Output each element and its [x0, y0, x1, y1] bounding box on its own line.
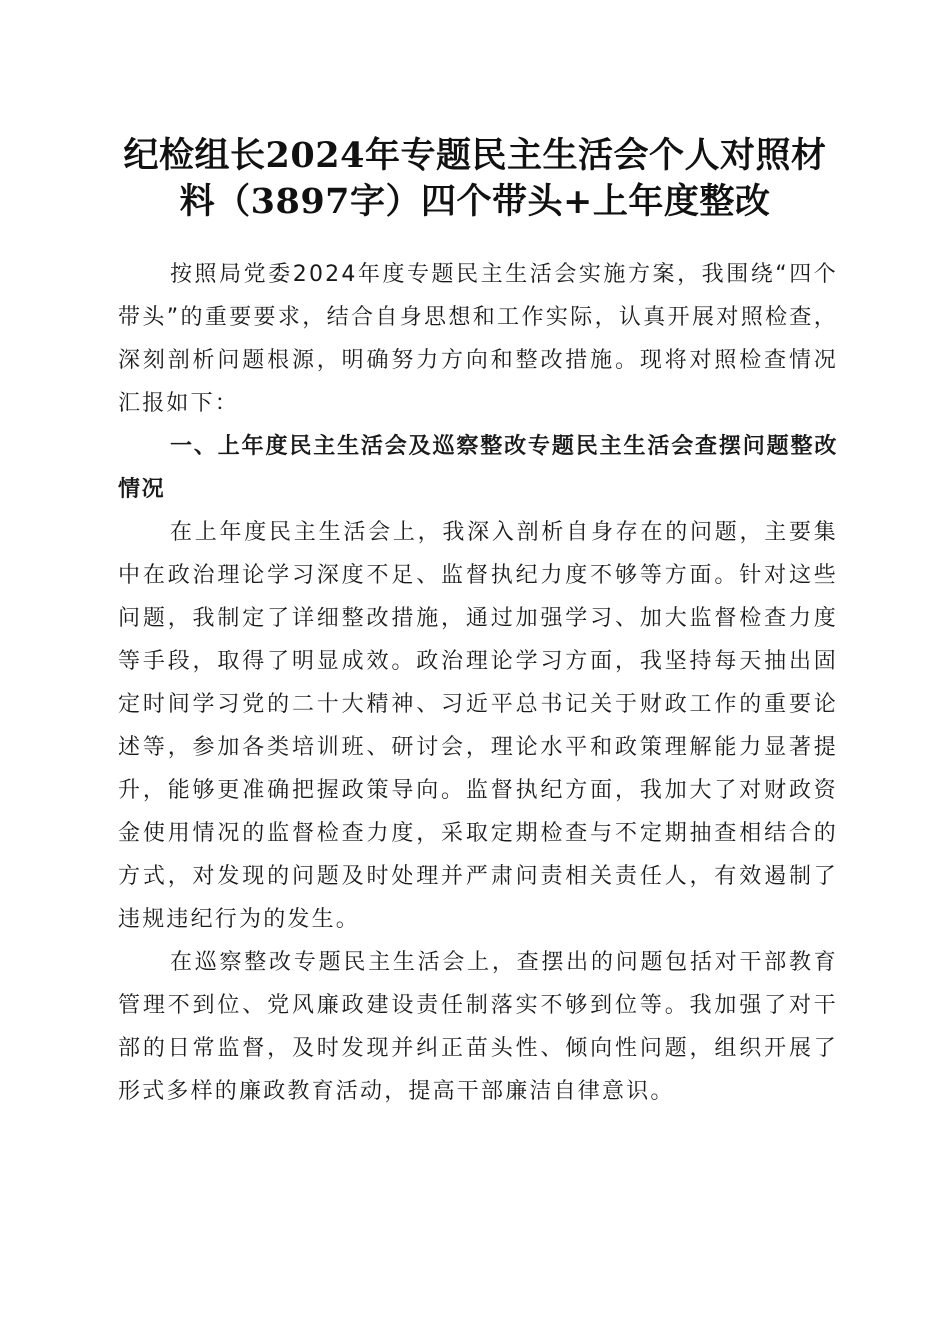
document-body [118, 253, 838, 1113]
body-paragraph: 在上年度民主生活会上，我深入剖析自身存在的问题，主要集中在政治理论学习深度不足、监督执纪力度不够等方面。针对这些问题，我制定了详细整改措施，通过加强学习、加大监督检查力度等手段，取得了明显成效。政治理论学习方面，我坚持每天抽出固定时间学习党的二十大精神、习近平总书记关于财政工作的重要论述等，参加各类培训班、研讨会，理论水平和政策理解能力显著提升，能够更准确把握政策导向。监督执纪方面，我加大了对财政资金使用情况的监督检查力度，采取定期检查与不定期抽查相结合的方式，对发现的问题及时处理并严肃问责相关责任人，有效遏制了违规违纪行为的发生。 [118, 520, 838, 932]
title-line-1: 纪检组长2024年专题民主生活会个人对照材 [123, 135, 827, 176]
body-paragraph: 在巡察整改专题民主生活会上，查摆出的问题包括对干部教育管理不到位、党风廉政建设责任制落实不够到位等。我加强了对干部的日常监督，及时发现并纠正苗头性、倾向性问题，组织开展了形式多样的廉政教育活动，提高干部廉洁自律意识。 [118, 950, 838, 1104]
section-heading-1: 一、上年度民主生活会及巡察整改专题民主生活会查摆问题整改情况 [118, 434, 838, 502]
intro-paragraph: 按照局党委2024年度专题民主生活会实施方案，我围绕“四个带头”的重要要求，结合自身思想和工作实际，认真开展对照检查，深刻剖析问题根源，明确努力方向和整改措施。现将对照检查情况汇报如下： [118, 262, 838, 416]
title-line-2: 料（3897字）四个带头+上年度整改 [179, 181, 771, 222]
document-title [100, 133, 850, 225]
